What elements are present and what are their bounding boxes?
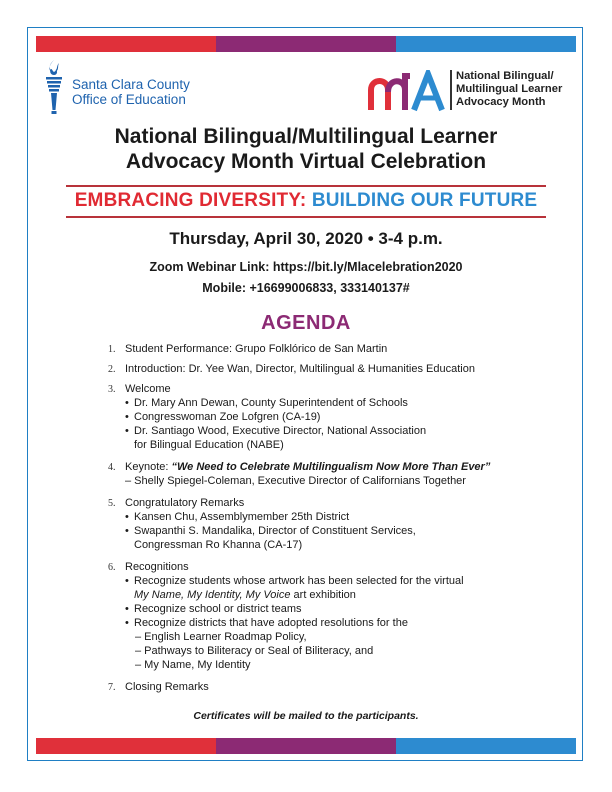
stripe-red bbox=[36, 36, 216, 52]
agenda-subitem bbox=[125, 524, 548, 552]
theme-part2: BUILDING OUR FUTURE bbox=[311, 190, 538, 211]
agenda-subitem-line: Congressman Ro Khanna (CA-17) bbox=[134, 539, 303, 551]
agenda-item-number: 3. bbox=[108, 384, 116, 395]
agenda-item bbox=[108, 362, 548, 376]
bottom-color-stripe bbox=[36, 738, 576, 754]
sccoe-name-line2: Office of Education bbox=[72, 92, 186, 107]
logo-divider bbox=[450, 70, 452, 110]
agenda-subitem-line: • Recognize students whose artwork has been selected for the virtual bbox=[134, 575, 464, 587]
advocacy-logo-line2: Multilingual Learner bbox=[456, 83, 563, 95]
exhibition-name: My Name, My Identity, My Voice bbox=[134, 589, 291, 601]
event-title-line2: Advocacy Month Virtual Celebration bbox=[125, 150, 487, 173]
agenda-item bbox=[108, 460, 548, 488]
agenda-item-title bbox=[125, 460, 548, 474]
agenda-subitem: • Recognize districts that have adopted resolutions for the bbox=[125, 616, 548, 630]
agenda-heading: AGENDA bbox=[261, 312, 351, 334]
agenda-list bbox=[108, 342, 548, 694]
resolution-item: – My Name, My Identity bbox=[135, 659, 251, 671]
agenda-subitem-line: for Bilingual Education (NABE) bbox=[134, 439, 284, 451]
advocacy-logo-line3: Advocacy Month bbox=[456, 96, 546, 108]
stripe-blue bbox=[396, 738, 576, 754]
advocacy-month-logo bbox=[368, 68, 578, 116]
agenda-item bbox=[108, 496, 548, 552]
certificates-note: Certificates will be mailed to the participants. bbox=[193, 710, 419, 722]
agenda-item-number: 4. bbox=[108, 462, 116, 473]
agenda-item bbox=[108, 560, 548, 672]
exhibition-suffix: art exhibition bbox=[290, 589, 356, 601]
keynote-label: Keynote: bbox=[125, 461, 172, 473]
resolution-item: – English Learner Roadmap Policy, bbox=[135, 631, 307, 643]
agenda-subitem-line bbox=[134, 588, 548, 602]
agenda-item-number: 1. bbox=[108, 344, 116, 355]
agenda-item-title: Closing Remarks bbox=[125, 681, 209, 693]
agenda-subitem: • Congresswoman Zoe Lofgren (CA-19) bbox=[125, 410, 548, 424]
sccoe-name-line1: Santa Clara County bbox=[72, 77, 190, 92]
agenda-item bbox=[108, 342, 548, 356]
sccoe-logo bbox=[42, 58, 212, 118]
agenda-item-number: 6. bbox=[108, 562, 116, 573]
event-title-line1: National Bilingual/Multilingual Learner bbox=[114, 125, 498, 148]
agenda-subitem: • Kansen Chu, Assemblymember 25th District bbox=[125, 510, 548, 524]
agenda-subitem: • Dr. Mary Ann Dewan, County Superintendent of Schools bbox=[125, 396, 548, 410]
keynote-title: “We Need to Celebrate Multilingualism Now More Than Ever” bbox=[171, 461, 491, 473]
agenda-item-title: Recognitions bbox=[125, 561, 189, 573]
theme-rule-top bbox=[66, 185, 546, 187]
agenda-subitem: • Recognize school or district teams bbox=[125, 602, 548, 616]
stripe-blue bbox=[396, 36, 576, 52]
resolution-item: – Pathways to Biliteracy or Seal of Biliteracy, and bbox=[135, 645, 374, 657]
agenda-item bbox=[108, 382, 548, 452]
mobile-dial-in: Mobile: +16699006833, 333140137# bbox=[202, 281, 410, 295]
agenda-subitem-line: • Dr. Santiago Wood, Executive Director, National Association bbox=[134, 425, 427, 437]
agenda-item bbox=[108, 680, 548, 694]
agenda-item-number: 2. bbox=[108, 364, 116, 375]
top-color-stripe bbox=[36, 36, 576, 52]
agenda-subitem bbox=[125, 424, 548, 452]
agenda-item-title: Welcome bbox=[125, 383, 171, 395]
torch-icon bbox=[42, 58, 66, 118]
agenda-item-number: 7. bbox=[108, 682, 116, 693]
theme-rule-bottom bbox=[66, 216, 546, 218]
stripe-purple bbox=[216, 36, 396, 52]
agenda-item-title: Student Performance: Grupo Folklórico de San Martin bbox=[125, 343, 388, 355]
stripe-purple bbox=[216, 738, 396, 754]
agenda-item-title: Congratulatory Remarks bbox=[125, 497, 245, 509]
event-title bbox=[40, 124, 572, 174]
keynote-speaker: – Shelly Spiegel-Coleman, Executive Director of Californians Together bbox=[125, 475, 466, 487]
theme-part1: EMBRACING DIVERSITY: bbox=[74, 190, 307, 211]
event-date: Thursday, April 30, 2020 • 3-4 p.m. bbox=[169, 229, 443, 248]
agenda-subitem-line: • Swapanthi S. Mandalika, Director of Constituent Services, bbox=[134, 525, 416, 537]
advocacy-logo-line1: National Bilingual/ bbox=[456, 70, 554, 82]
agenda-item-number: 5. bbox=[108, 498, 116, 509]
event-theme bbox=[40, 190, 572, 212]
stripe-red bbox=[36, 738, 216, 754]
zoom-link[interactable]: Zoom Webinar Link: https://bit.ly/Mlacelebration2020 bbox=[149, 260, 463, 274]
agenda-subitem bbox=[125, 574, 548, 602]
agenda-item-title: Introduction: Dr. Yee Wan, Director, Multilingual & Humanities Education bbox=[125, 363, 475, 375]
mla-logo-mark bbox=[368, 70, 448, 112]
